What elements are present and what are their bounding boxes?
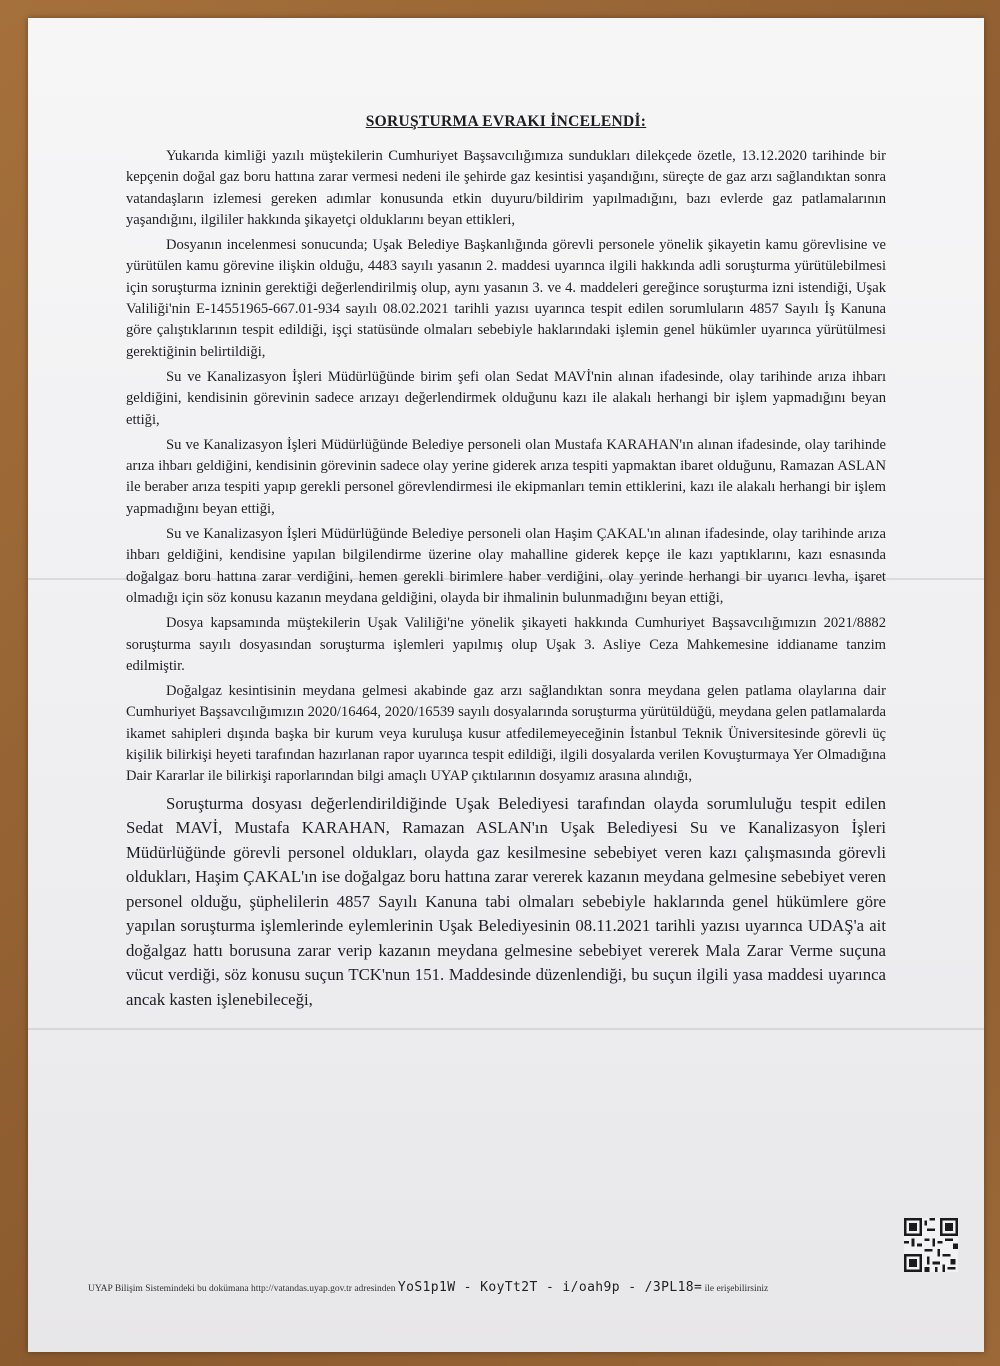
paragraph: Su ve Kanalizasyon İşleri Müdürlüğünde Belediye personeli olan Mustafa KARAHAN'ın alınan ifadesinde, olay tarihinde arıza ihbarı geldiğini, kendisinin görevinin sadece olay yerine giderek arıza tespiti yapmaktan ibaret olduğunu, Ramazan ASLAN ile beraber arıza tespiti yapıp gerekli personel görevlendirmesi ile ekipmanları temin ettiklerini, kazı ile alakalı herhangi bir işlem yapmadığını beyan ettiği,: [126, 436, 886, 517]
paragraph: Su ve Kanalizasyon İşleri Müdürlüğünde birim şefi olan Sedat MAVİ'nin alınan ifadesinde, olay tarihinde arıza ihbarı geldiğini, kendisinin görevinin sadece arızayı değerlendirmek olduğunu kazı ile alakalı herhangi bir işlem yapmadığını beyan ettiği,: [126, 368, 886, 428]
paragraph: Dosyanın incelenmesi sonucunda; Uşak Belediye Başkanlığında görevli personele yönelik şikayetin kamu görevlisine ve yürütülen kamu görevine ilişkin olduğu, 4483 sayılı yasanın 2. maddesi uyarınca ilgili hakkında adli soruşturma yürütülebilmesi için soruşturma izninin gerektiği değerlendirilmiş olup, aynı yasanın 3. ve 4. maddeleri gereğince soruşturma izni istendiği, Uşak Valiliği'nin E-14551965-667.01-934 sayılı 08.02.2021 tarihli yazısı uyarınca tespit edilen sorumluların 4857 Sayılı İş Kanuna göre çalıştıklarının tespit edildiği, işçi statüsünde olmaları sebebiyle haklarındaki işlemin genel hükümler uyarınca yürütülmesi gerektiğinin belirtildiği,: [126, 237, 886, 360]
document-body: [126, 146, 886, 1016]
verification-code: YoS1p1W - KoyTt2T - i/oah9p - /3PL18=: [397, 1280, 703, 1295]
document-title: SORUŞTURMA EVRAKI İNCELENDİ:: [365, 113, 647, 130]
paper-fold: [28, 1028, 984, 1030]
paragraph: Dosya kapsamında müştekilerin Uşak Valiliği'ne yönelik şikayeti hakkında Cumhuriyet Başsavcılığımızın 2021/8882 soruşturma sayılı dosyasından soruşturma işlemleri yapılmış olup Uşak 3. Asliye Ceza Mahkemesine iddianame tanzim edilmiştir.: [126, 615, 886, 674]
footer: [88, 1280, 948, 1295]
paragraph: Yukarıda kimliği yazılı müştekilerin Cumhuriyet Başsavcılığımıza sundukları dilekçede özetle, 13.12.2020 tarihinde bir kepçenin doğal gaz boru hattına zarar vermesi nedeni ile şehirde gaz kesintisi yaşandığını, süreçte de gaz arzı sağlandıktan sonra vatandaşların izlemesi gereken adımlar konusunda etkin duyuru/bildirim yapılmadığını, bazı evlerde gaz patlamalarının yaşandığını, ilgililer hakkında şikayetçi olduklarını beyan ettikleri,: [126, 148, 886, 228]
footer-prefix: UYAP Bilişim Sistemindeki bu dokümana http://vatandas.uyap.gov.tr adresinden: [88, 1284, 396, 1294]
footer-suffix: ile erişebilirsiniz: [704, 1284, 769, 1294]
document-page: [28, 18, 984, 1352]
paragraph: Su ve Kanalizasyon İşleri Müdürlüğünde Belediye personeli olan Haşim ÇAKAL'ın alınan ifadesinde, olay tarihinde arıza ihbarı geldiğini, kendisine yapılan bilgilendirme üzerine olay mahalline giderek kepçe ile kazı yaptıklarını, kazı esnasında doğalgaz boru hattına zarar verdiğini, hemen gerekli birimlere haber verdiğini, olay yerinde herhangi bir uyarıcı levha, işaret olmadığı için söz konusu kazanın meydana geldiğini, olayda bir ihmalinin bulunmadığını beyan ettiği,: [126, 526, 886, 606]
paragraph: Doğalgaz kesintisinin meydana gelmesi akabinde gaz arzı sağlandıktan sonra meydana gelen patlama olaylarına dair Cumhuriyet Başsavcılığımızın 2020/16464, 2020/16539 sayılı dosyalarında soruşturma yürütüldüğü, meydana gelen patlamalarda ikamet sahipleri dışında başka bir kurum veya kuruluşa kusur atfedilemeyeceğinin İstanbul Teknik Üniversitesinde görevli üç kişilik bilirkişi heyeti tarafından hazırlanan rapor uyarınca tespit edildiği, ilgili dosyalarda verilen Kovuşturmaya Yer Olmadığına Dair Kararlar ile bilirkişi raporlarından bilgi amaçlı UYAP çıktılarının dosyamız arasına alındığı,: [126, 683, 886, 785]
final-paragraph: Soruşturma dosyası değerlendirildiğinde Uşak Belediyesi tarafından olayda sorumluluğu tespit edilen Sedat MAVİ, Mustafa KARAHAN, Ramazan ASLAN'ın Uşak Belediyesi Su ve Kanalizasyon İşleri Müdürlüğünde görevli personel oldukları, olayda gaz kesilmesine sebebiyet veren kazı çalışmasında görevli oldukları, Haşim ÇAKAL'ın ise doğalgaz boru hattına zarar vererek kazanın meydana gelmesine sebebiyet veren personel olduğu, şüphelilerin 4857 Sayılı Kanuna tabi olmaları sebebiyle haklarında genel hükümlere göre yapılan soruşturma işlemlerinde eylemlerinin Uşak Belediyesinin 08.11.2021 tarihli yazısı uyarınca UDAŞ'a ait doğalgaz hattı borusuna zarar verip kazanın meydana gelmesine sebebiyet vererek Mala Zarar Verme suçuna vücut verdiği, söz konusu suçun TCK'nun 151. Maddesinde düzenlendiği, bu suçun ilgili yasa maddesi uyarınca ancak kasten işlenebileceği,: [126, 793, 886, 1009]
qr-code-icon: [904, 1218, 958, 1272]
